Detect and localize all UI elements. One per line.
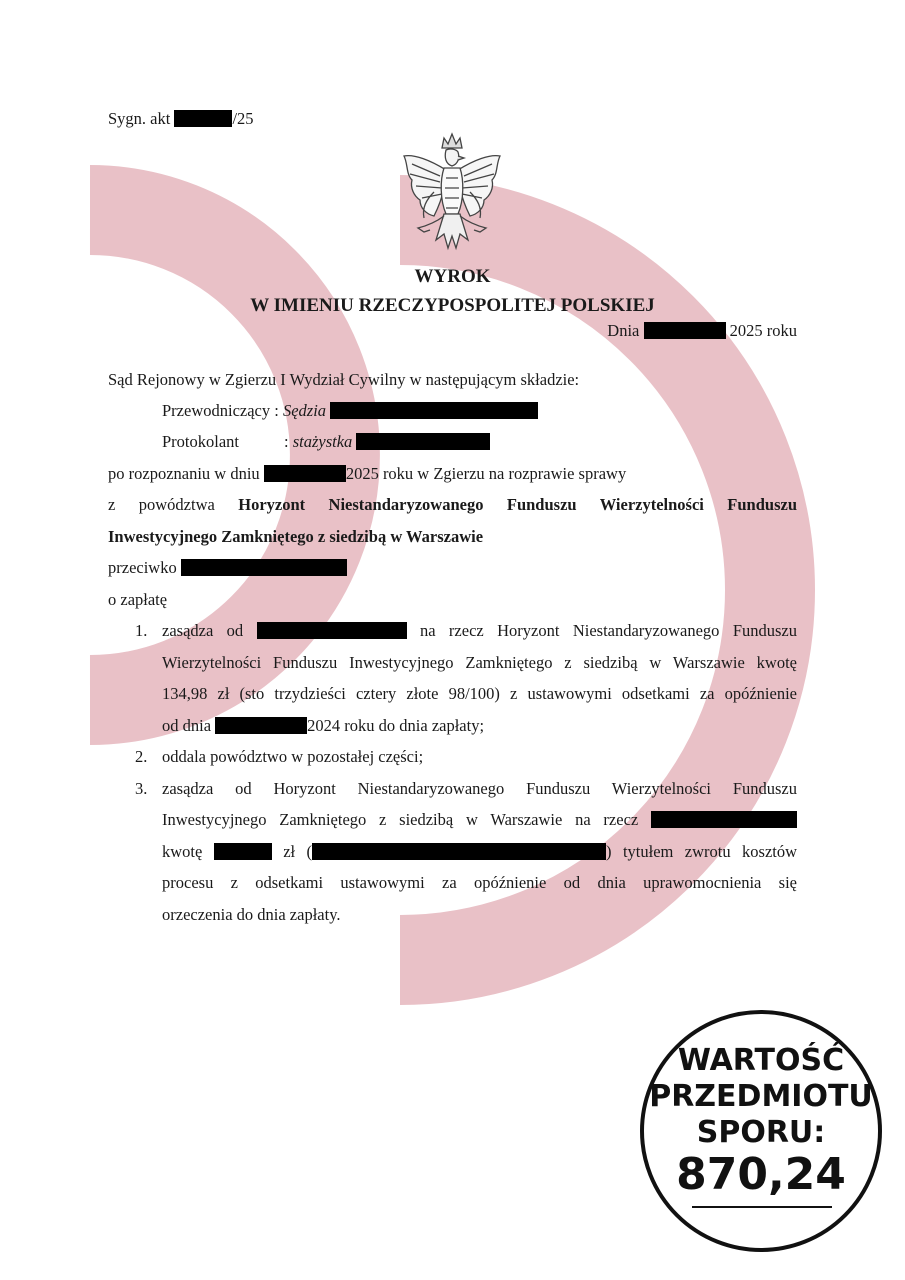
redaction-block xyxy=(356,433,490,450)
ruling-3-line-5: orzeczenia do dnia zapłaty. xyxy=(162,905,341,924)
badge-value: 870,24 xyxy=(676,1149,846,1200)
case-signature: Sygn. akt /25 xyxy=(108,109,254,128)
date-line: Dnia 2025 roku xyxy=(607,321,797,340)
document-title: WYROK xyxy=(414,266,491,287)
redaction-block xyxy=(264,465,346,482)
ruling-2-line-1: oddala powództwo w pozostałej części; xyxy=(162,747,424,766)
redaction-block xyxy=(214,843,272,860)
redaction-block xyxy=(651,811,797,828)
badge-underline xyxy=(692,1206,832,1208)
badge-line-3: SPORU: xyxy=(696,1115,826,1150)
polish-eagle-icon xyxy=(400,130,504,258)
plaintiff-line-2: Inwestycyjnego Zamkniętego z siedzibą w Warszawie xyxy=(108,527,484,546)
chair-line: Przewodniczący : Sędzia xyxy=(162,401,538,421)
ruling-number: 3. xyxy=(135,779,148,798)
redaction-block xyxy=(257,622,407,639)
redaction-block xyxy=(181,559,347,576)
ruling-3-line-2: Inwestycyjnego Zamkniętego z siedzibą w Warszawie na rzecz xyxy=(162,810,797,830)
hearing-line: po rozpoznaniu w dniu 2025 roku w Zgierzu na rozprawie sprawy xyxy=(108,464,627,483)
plaintiff-line-1: z powództwa Horyzont Niestandaryzowanego Funduszu Wierzytelności Funduszu xyxy=(108,495,797,514)
redaction-block xyxy=(174,110,232,127)
redaction-block xyxy=(644,322,726,339)
ruling-number: 2. xyxy=(135,747,148,766)
redaction-block xyxy=(312,843,606,860)
ruling-3-line-3: kwotę zł ( ) tytułem zwrotu kosztów xyxy=(162,842,798,861)
subject-line: o zapłatę xyxy=(108,590,168,609)
ruling-number: 1. xyxy=(135,621,148,640)
ruling-3-line-4: procesu z odsetkami ustawowymi za opóźnienie od dnia uprawomocnienia się xyxy=(162,873,797,892)
document-subtitle: W IMIENIU RZECZYPOSPOLITEJ POLSKIEJ xyxy=(250,295,655,316)
dispute-value-badge xyxy=(640,1010,882,1252)
ruling-1-line-3: 134,98 zł (sto trzydzieści cztery złote 98/100) z ustawowymi odsetkami za opóźnienie xyxy=(162,684,797,703)
ruling-1-line-2: Wierzytelności Funduszu Inwestycyjnego Zamkniętego z siedzibą w Warszawie kwotę xyxy=(162,653,797,672)
badge-line-2: PRZEDMIOTU xyxy=(649,1079,873,1114)
badge-line-1: WARTOŚĆ xyxy=(677,1043,845,1078)
ruling-3-line-1: zasądza od Horyzont Niestandaryzowanego Funduszu Wierzytelności Funduszu xyxy=(162,779,797,798)
defendant-line: przeciwko xyxy=(108,558,347,578)
redaction-block xyxy=(215,717,307,734)
court-intro: Sąd Rejonowy w Zgierzu I Wydział Cywilny w następującym składzie: xyxy=(108,370,580,389)
ruling-1-line-1: zasądza od na rzecz Horyzont Niestandaryzowanego Funduszu xyxy=(162,621,797,640)
clerk-line: Protokolant : stażystka xyxy=(162,432,490,452)
redaction-block xyxy=(330,402,538,419)
ruling-1-line-4: od dnia 2024 roku do dnia zapłaty; xyxy=(162,716,485,735)
